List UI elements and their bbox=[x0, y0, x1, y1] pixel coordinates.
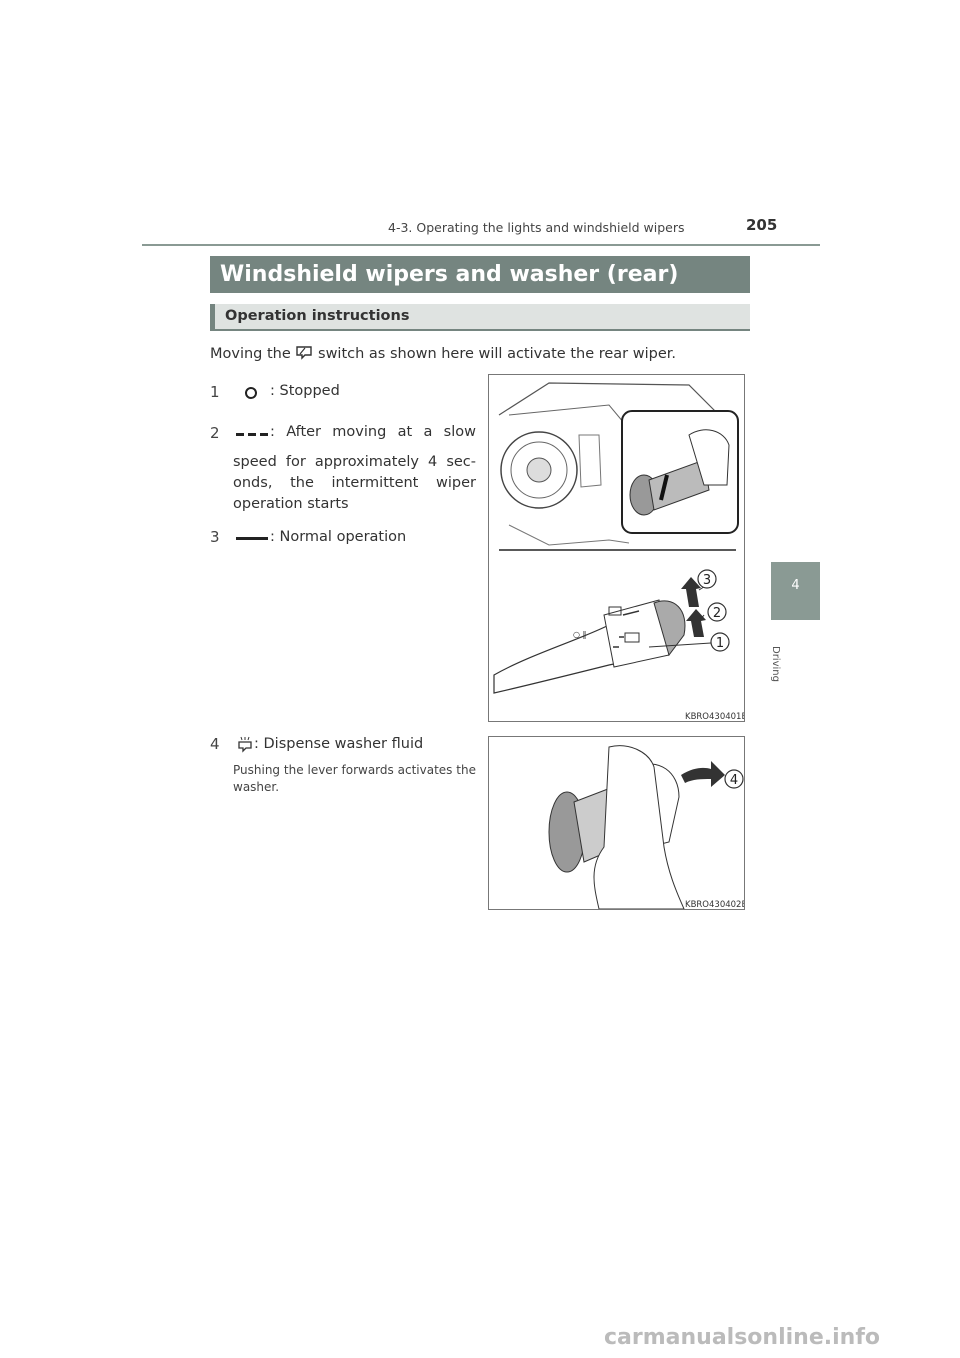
dashed-line-icon bbox=[236, 432, 268, 438]
figure-washer bbox=[488, 736, 745, 910]
item-text: : Dispense washer fluid bbox=[254, 736, 424, 752]
callout-4 bbox=[725, 770, 743, 788]
intro-after: switch as shown here will activate the rear wiper. bbox=[318, 346, 677, 362]
callout-3 bbox=[698, 570, 716, 588]
intro-before: Moving the bbox=[210, 346, 291, 362]
section-title: Windshield wipers and washer (rear) bbox=[210, 256, 750, 293]
callout-label: 3 bbox=[702, 573, 712, 588]
item-number: 3 bbox=[210, 528, 220, 546]
washer-illustration bbox=[489, 737, 744, 909]
watermark: carmanualsonline.info bbox=[604, 1325, 880, 1350]
item-stopped bbox=[210, 382, 220, 401]
item-number: 4 bbox=[210, 735, 220, 753]
item-number: 2 bbox=[210, 424, 220, 442]
item-number: 1 bbox=[210, 383, 220, 401]
off-circle-icon bbox=[244, 386, 258, 400]
item-text: : Normal operation bbox=[270, 529, 407, 545]
header-rule bbox=[142, 244, 820, 246]
item-text: : After moving at a slow bbox=[270, 424, 476, 440]
callout-2 bbox=[708, 603, 726, 621]
callout-1 bbox=[711, 633, 729, 651]
callout-label: 1 bbox=[715, 636, 725, 651]
rear-wiper-icon bbox=[295, 344, 313, 360]
intro-paragraph bbox=[210, 344, 676, 362]
chapter-tab: 4 bbox=[771, 562, 820, 620]
svg-text:○ ‖: ○ ‖ bbox=[573, 630, 587, 639]
item-text: : Stopped bbox=[270, 383, 340, 399]
washer-icon bbox=[236, 736, 254, 754]
figure-wiper-switch bbox=[488, 374, 745, 722]
section-subtitle: Operation instructions bbox=[210, 304, 750, 331]
running-header: 4-3. Operating the lights and windshield wipers bbox=[388, 220, 685, 235]
item-text-continued: speed for approximately 4 sec-onds, the intermittent wiper operation starts bbox=[233, 454, 476, 512]
item-note: Pushing the lever forwards activates the washer. bbox=[233, 763, 476, 794]
figure-code: KBRO430402E bbox=[685, 900, 744, 909]
dashboard-illustration bbox=[489, 375, 744, 721]
chapter-tab-label: Driving bbox=[770, 646, 781, 682]
solid-line-icon bbox=[236, 536, 268, 542]
page-number: 205 bbox=[746, 216, 778, 234]
callout-label: 4 bbox=[729, 773, 739, 788]
figure-code: KBRO430401E bbox=[685, 712, 744, 721]
callout-label: 2 bbox=[712, 606, 722, 621]
